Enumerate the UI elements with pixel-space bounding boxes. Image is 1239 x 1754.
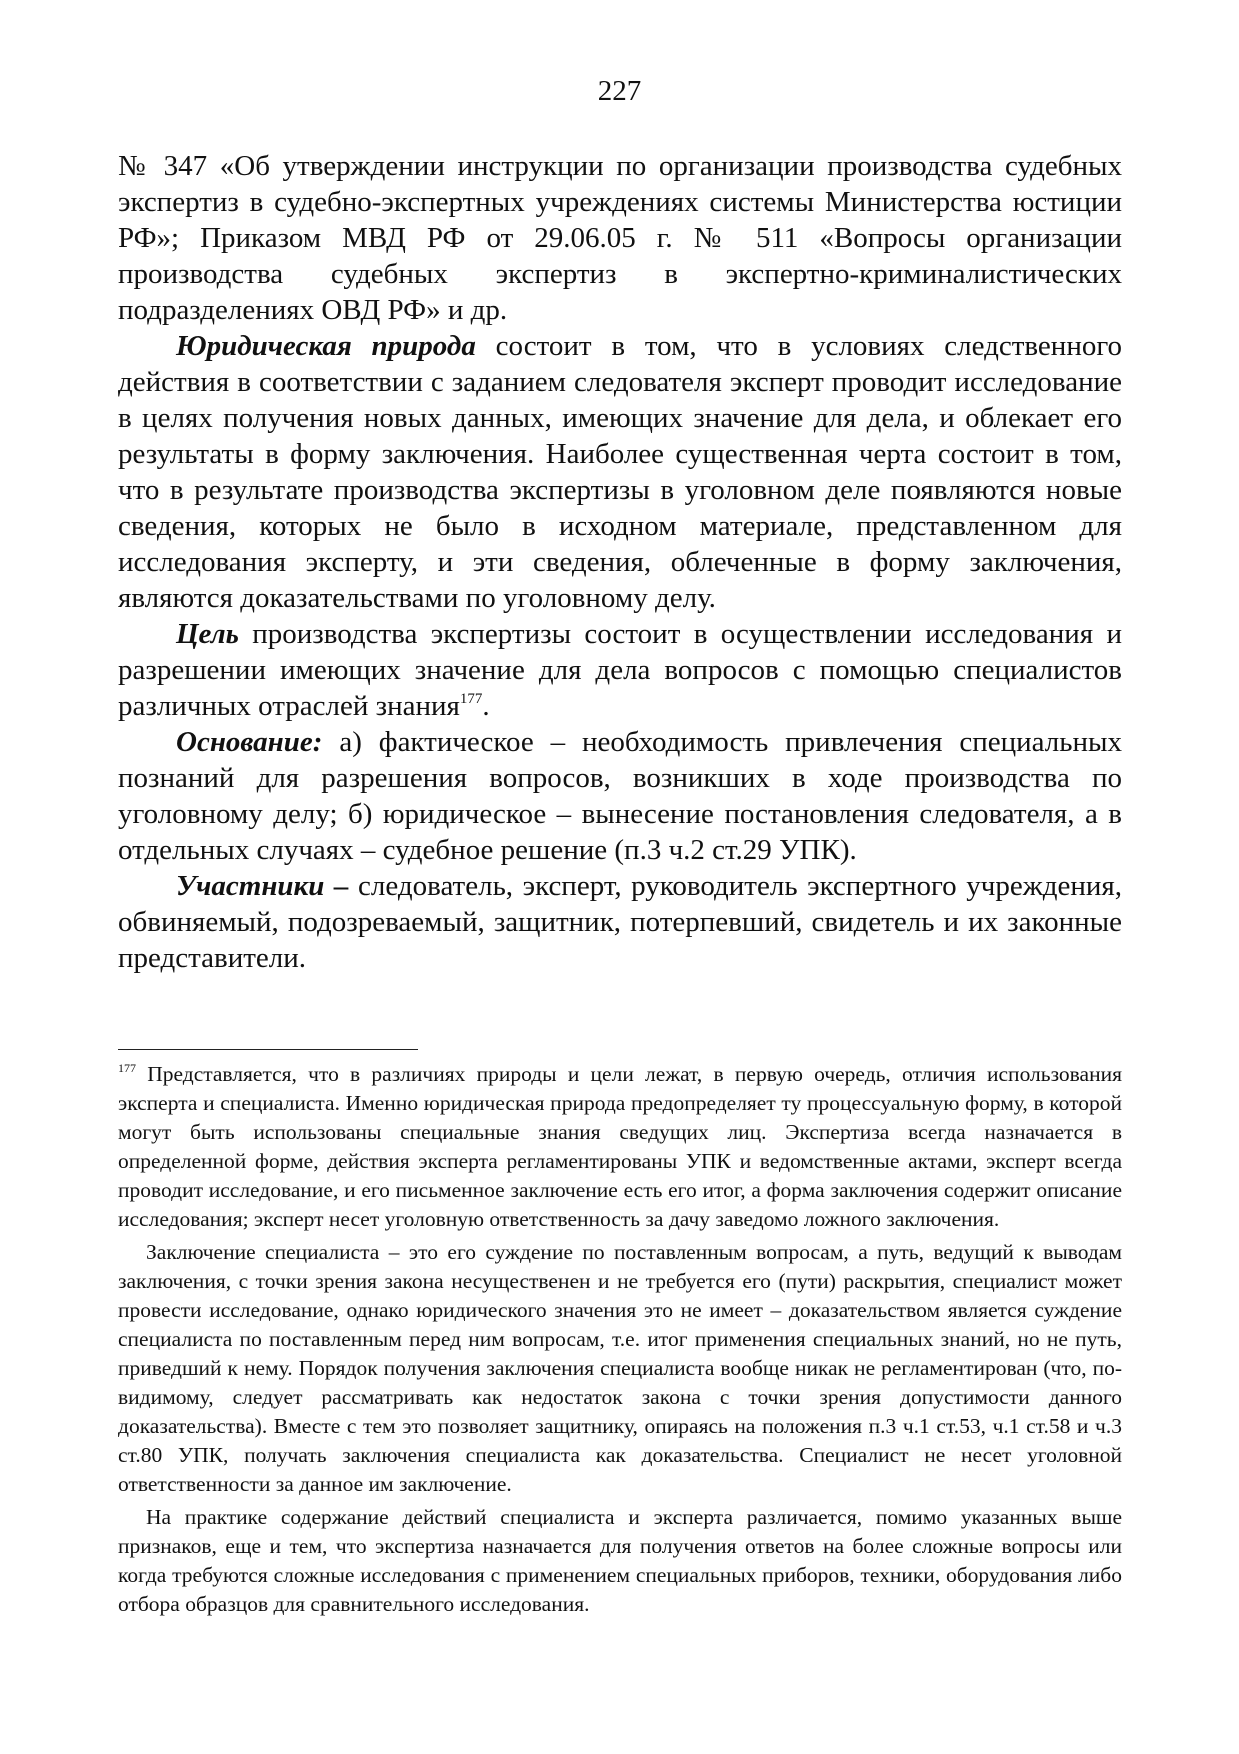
heading-participants: Участники – xyxy=(176,870,349,902)
paragraph-intro: № 347 «Об утверждении инструкции по организации производства судебных экспертиз в судебно-экспертных учреждениях системы Министерства юстиции РФ»; Приказом МВД РФ от 29.06.05 г. № 511 «Вопросы организации производства судебных экспертиз в экспертно-криминалистических подразделениях ОВД РФ» и др. xyxy=(118,150,1122,326)
heading-legal-nature: Юридическая природа xyxy=(176,330,476,362)
footnote-reference[interactable]: 177 xyxy=(459,691,483,707)
footnote-paragraph-3: На практике содержание действий специалиста и эксперта различается, помимо указанных выше признаков, еще и тем, что экспертиза назначается для получения ответов на более сложные вопросы или когда требуются сложные исследования с применением специальных приборов, техники, оборудования либо отбора образцов для сравнительного исследования. xyxy=(118,1505,1122,1616)
main-text xyxy=(118,148,1122,976)
paragraph-goal xyxy=(118,616,1122,724)
text-goal: производства экспертизы состоит в осуществлении исследования и разрешении имеющих значение для дела вопросов с помощью специалистов различных отраслей знания xyxy=(118,618,1122,722)
paragraph-participants xyxy=(118,868,1122,976)
text-goal-end: . xyxy=(482,690,490,722)
text-grounds: а) фактическое – необходимость привлечения специальных познаний для разрешения вопросов, возникших в ходе производства по уголовному делу; б) юридическое – вынесение постановления следователя, а в отдельных случаях – судебное решение (п.3 ч.2 ст.29 УПК). xyxy=(118,726,1122,866)
page-number: 227 xyxy=(597,75,642,107)
footnote-divider xyxy=(118,1049,418,1050)
footnote-number: 177 xyxy=(118,1061,136,1075)
paragraph-grounds xyxy=(118,724,1122,868)
heading-goal: Цель xyxy=(176,618,239,650)
footnote-paragraph-2: Заключение специалиста – это его суждение по поставленным вопросам, а путь, ведущий к выводам заключения, с точки зрения закона несущественен и не требуется его (пути) раскрытия, специалист может провести исследование, однако юридического значения это не имеет – доказательством является суждение специалиста по поставленным перед ним вопросам, т.е. итог применения специальных знаний, но не путь, приведший к нему. Порядок получения заключения специалиста вообще никак не регламентирован (что, по-видимому, следует рассматривать как недостаток закона с точки зрения допустимости данного доказательства). Вместе с тем это позволяет защитнику, опираясь на положения п.3 ч.1 ст.53, ч.1 ст.58 и ч.3 ст.80 УПК, получать заключения специалиста как доказательства. Специалист не несет уголовной ответственности за данное им заключение. xyxy=(118,1240,1122,1496)
text-legal-nature: состоит в том, что в условиях следственного действия в соответствии с заданием следователя эксперт проводит исследование в целях получения новых данных, имеющих значение для дела, и облекает его результаты в форму заключения. Наиболее существенная черта состоит в том, что в результате производства экспертизы в уголовном деле появляются новые сведения, которых не было в исходном материале, представленном для исследования эксперту, и эти сведения, облеченные в форму заключения, являются доказательствами по уголовному делу. xyxy=(118,330,1123,614)
text-participants: следователь, эксперт, руководитель экспертного учреждения, обвиняемый, подозреваемый, защитник, потерпевший, свидетель и их законные представители. xyxy=(118,870,1122,974)
paragraph-legal-nature xyxy=(118,328,1122,616)
footnote-paragraph-1 xyxy=(118,1060,1122,1234)
footnotes xyxy=(118,1060,1122,1623)
footnote-text-1: Представляется, что в различиях природы и цели лежат, в первую очередь, отличия использования эксперта и специалиста. Именно юридическая природа предопределяет ту процессуальную форму, в которой могут быть использованы специальные знания сведущих лиц. Экспертиза всегда назначается в определенной форме, действия эксперта регламентированы УПК и ведомственные актами, эксперт всегда проводит исследование, и его письменное заключение есть его итог, а форма заключения содержит описание исследования; эксперт несет уголовную ответственность за дачу заведомо ложного заключения. xyxy=(118,1062,1122,1231)
heading-grounds: Основание: xyxy=(176,726,323,758)
